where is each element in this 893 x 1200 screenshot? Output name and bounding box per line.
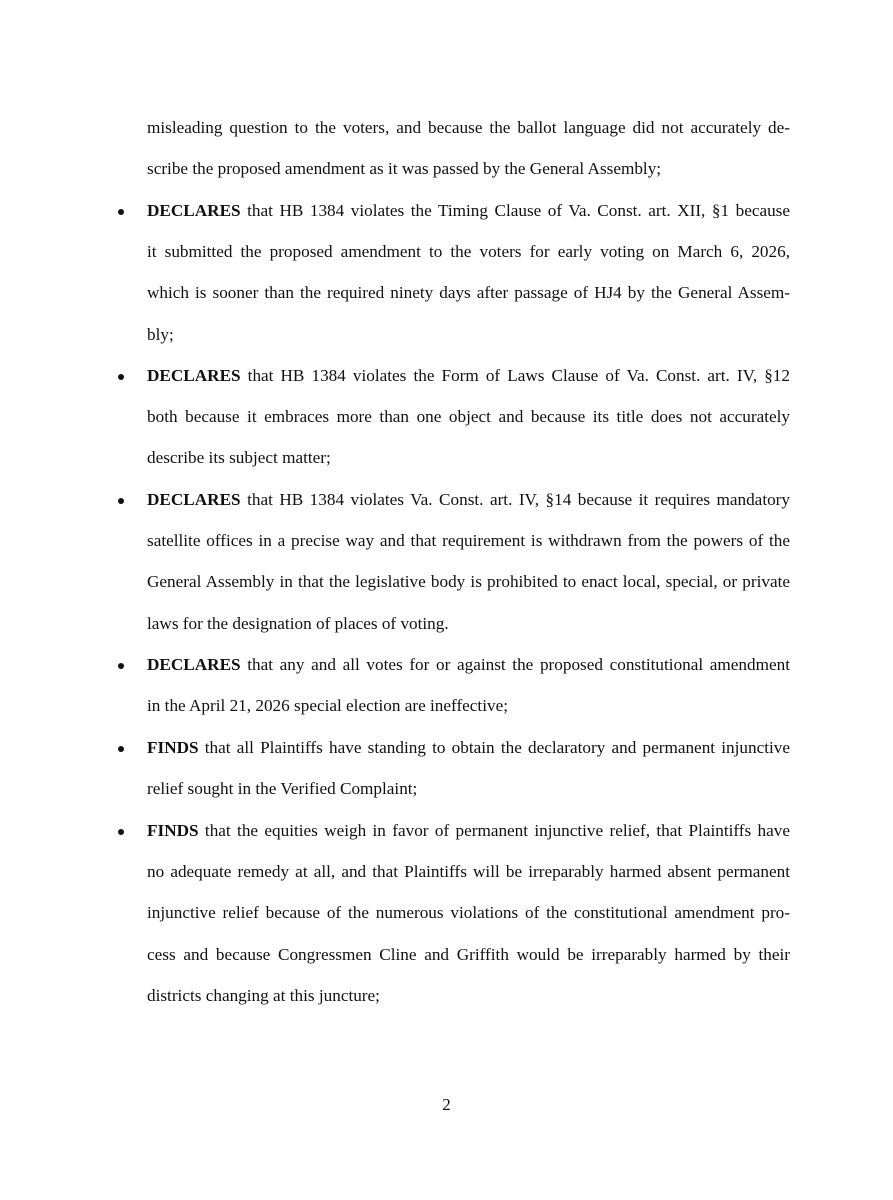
text-line: describe its subject matter; — [147, 448, 331, 468]
text-line: relief sought in the Verified Complaint; — [147, 779, 418, 799]
text-line: it submitted the proposed amendment to the voters for early voting on March 6, 2026, — [147, 242, 790, 262]
text-line: laws for the designation of places of voting. — [147, 613, 449, 633]
bullet-icon — [116, 829, 126, 839]
text-line: misleading question to the voters, and because the ballot language did not accurately de- — [147, 118, 790, 137]
text-line: both because it embraces more than one object and because its title does not accurately — [147, 407, 790, 427]
list-item — [147, 727, 790, 809]
text-line — [147, 644, 790, 685]
item-text: that any and all votes for or against the proposed constitutional amendment — [240, 655, 790, 674]
text-line: in the April 21, 2026 special election are ineffective; — [147, 696, 508, 716]
item-text: that the equities weigh in favor of permanent injunctive relief, that Plaintiffs have — [198, 821, 790, 840]
text-line — [147, 355, 790, 396]
text-line: which is sooner than the required ninety days after passage of HJ4 by the General Assem- — [147, 283, 790, 303]
item-verb: DECLARES — [147, 490, 241, 509]
item-verb: DECLARES — [147, 201, 241, 220]
item-verb: FINDS — [147, 821, 199, 840]
item-verb: FINDS — [147, 738, 199, 757]
item-verb: DECLARES — [147, 366, 241, 385]
item-text: that HB 1384 violates Va. Const. art. IV, §14 because it requires mandatory — [240, 490, 790, 509]
text-line — [147, 810, 790, 851]
text-line: districts changing at this juncture; — [147, 985, 380, 1005]
item-verb: DECLARES — [147, 655, 241, 674]
text-line: bly; — [147, 324, 174, 344]
bullet-icon — [116, 374, 126, 384]
text-line: injunctive relief because of the numerous violations of the constitutional amendment pro- — [147, 903, 790, 923]
list-item — [147, 190, 790, 355]
text-line: cess and because Congressmen Cline and Griffith would be irreparably harmed by their — [147, 944, 790, 964]
text-line — [147, 190, 790, 231]
item-text: that HB 1384 violates the Form of Laws Clause of Va. Const. art. IV, §12 — [240, 366, 790, 385]
text-line: satellite offices in a precise way and that requirement is withdrawn from the powers of the — [147, 531, 790, 551]
bullet-icon — [116, 209, 126, 219]
bullet-icon — [116, 663, 126, 673]
page-number: 2 — [442, 1095, 451, 1114]
item-text: that HB 1384 violates the Timing Clause of Va. Const. art. XII, §1 because — [240, 201, 790, 220]
text-line: General Assembly in that the legislative body is prohibited to enact local, special, or private — [147, 572, 790, 592]
continuation-paragraph — [147, 107, 790, 189]
text-line — [147, 479, 790, 520]
bullet-icon — [116, 498, 126, 508]
list-item — [147, 644, 790, 726]
list-item — [147, 355, 790, 479]
text-line: no adequate remedy at all, and that Plaintiffs will be irreparably harmed absent permanent — [147, 862, 790, 882]
bullet-icon — [116, 746, 126, 756]
list-item — [147, 810, 790, 1016]
text-line: scribe the proposed amendment as it was passed by the General Assembly; — [147, 159, 662, 179]
item-text: that all Plaintiffs have standing to obtain the declaratory and permanent injunctive — [198, 738, 790, 757]
text-line — [147, 727, 790, 768]
list-item — [147, 479, 790, 644]
